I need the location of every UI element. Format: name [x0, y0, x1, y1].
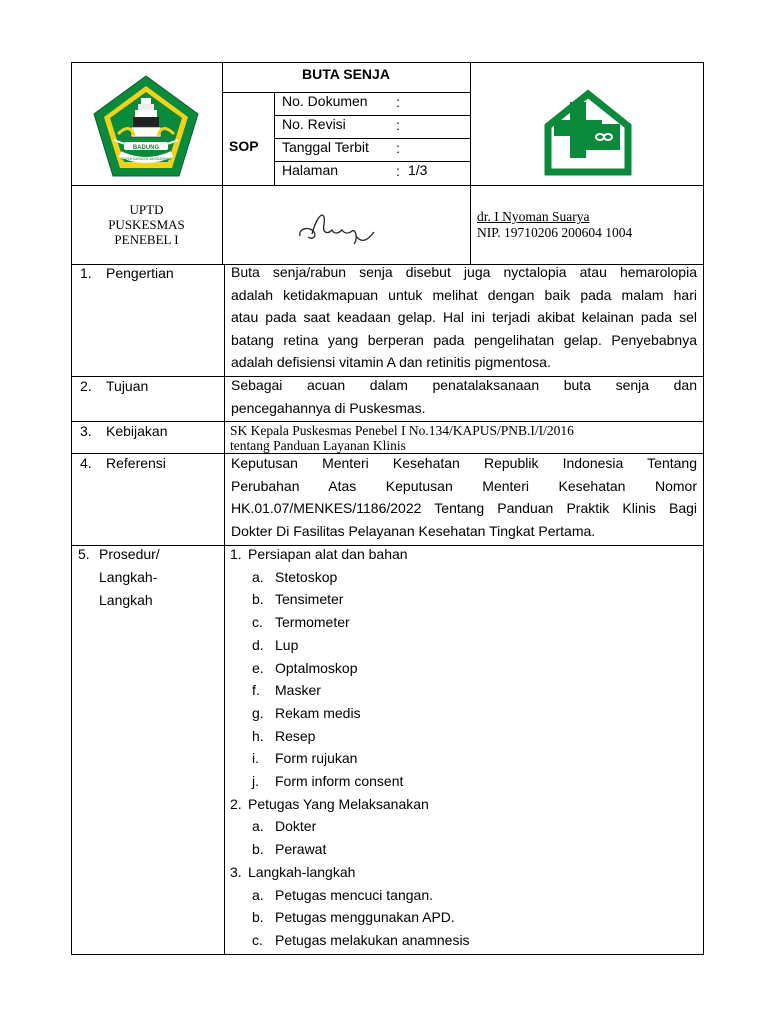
unit-line: PENEBEL I	[114, 232, 179, 247]
list-item: Petugas menggunakan APD.	[275, 909, 455, 926]
list-marker: h.	[252, 727, 264, 744]
text-line: adalah ketidakmapuan untuk melihat dengan baik pada malam hari	[231, 286, 697, 303]
section-number: 4.	[80, 455, 92, 471]
logo-motto: CURA SASAYA JAGADHITA	[120, 156, 172, 161]
doc-field-sep: :	[396, 94, 400, 110]
section-label: Prosedur/	[99, 546, 160, 562]
section-label: Kebijakan	[106, 423, 168, 439]
sop-label: SOP	[229, 138, 259, 154]
unit-line: PUSKESMAS	[108, 217, 185, 232]
signature	[282, 204, 412, 250]
section-number: 3.	[80, 423, 92, 439]
divider	[224, 264, 225, 955]
doc-field-label: No. Revisi	[282, 116, 346, 132]
document-title: BUTA SENJA	[302, 66, 390, 82]
list-marker: j.	[252, 773, 259, 789]
list-item: Petugas mencuci tangan.	[275, 886, 433, 903]
list-marker: b.	[252, 591, 264, 608]
list-marker: f.	[252, 682, 260, 699]
section-number: 2.	[80, 378, 92, 394]
text-line: Keputusan Menteri Kesehatan Republik Indonesia Tentang	[231, 455, 697, 471]
section-text: tentang Panduan Layanan Klinis	[230, 438, 406, 453]
list-marker: a.	[252, 568, 264, 585]
list-item: Perawat	[275, 841, 327, 858]
section-text	[231, 374, 697, 419]
list-item: Stetoskop	[275, 568, 338, 585]
list-marker: d.	[252, 636, 264, 653]
list-marker: g.	[252, 704, 264, 721]
section-text	[231, 452, 697, 542]
logo-text: BADUNG	[132, 145, 160, 151]
doc-field-label: No. Dokumen	[282, 93, 368, 109]
list-marker: b.	[252, 909, 264, 926]
section-text	[231, 261, 697, 374]
text-line: Buta senja/rabun senja disebut juga nyctalopia atau hemarolopia	[231, 264, 697, 280]
text-line: atau pada saat keadaan gelap. Hal ini terjadi akibat kelainan pada sel	[231, 309, 697, 325]
doc-field-sep: :	[396, 140, 400, 156]
text-line: batang retina yang berperan pada pengelihatan gelap. Penyebabnya	[231, 331, 697, 348]
list-item: Termometer	[275, 614, 350, 631]
doc-field-label: Tanggal Terbit	[282, 139, 369, 155]
group-number: 3.	[230, 863, 242, 880]
list-item: Optalmoskop	[275, 659, 358, 676]
signer-nip: NIP. 19710206 200604 1004	[477, 225, 633, 240]
group-title: Langkah-langkah	[248, 863, 356, 880]
text-line: pencegahannya di Puskesmas.	[231, 399, 426, 416]
list-item: Dokter	[275, 818, 317, 835]
doc-field-sep: :	[396, 163, 400, 179]
group-number: 1.	[230, 546, 242, 562]
section-number: 5.	[78, 546, 90, 562]
section-label: Tujuan	[106, 378, 149, 394]
doc-field-sep: :	[396, 117, 400, 133]
list-marker: c.	[252, 614, 263, 631]
list-item: Resep	[275, 727, 316, 744]
section-label: Langkah	[99, 592, 153, 608]
list-marker: i.	[252, 750, 259, 767]
kabupaten-badung-logo	[90, 74, 202, 178]
text-line: Sebagai acuan dalam penatalaksanaan buta senja dan	[231, 377, 697, 393]
section-label: Pengertian	[106, 265, 174, 281]
group-title: Petugas Yang Melaksanakan	[248, 795, 429, 812]
list-marker: a.	[252, 818, 264, 835]
list-item: Form inform consent	[275, 773, 404, 789]
puskesmas-logo	[534, 86, 642, 180]
list-marker: c.	[252, 931, 263, 948]
text-line: adalah defisiensi vitamin A dan retinitis pigmentosa.	[231, 354, 551, 370]
group-number: 2.	[230, 795, 242, 812]
list-item: Form rujukan	[275, 750, 358, 767]
divider	[470, 62, 471, 264]
list-item: Rekam medis	[275, 704, 361, 721]
section-text: SK Kepala Puskesmas Penebel I No.134/KAPUS/PNB.I/I/2016	[230, 423, 574, 438]
list-marker: e.	[252, 659, 264, 676]
section-number: 1.	[80, 265, 92, 281]
section-label: Referensi	[106, 455, 166, 471]
doc-field-value: 1/3	[408, 162, 428, 178]
list-item: Petugas melakukan anamnesis	[275, 931, 470, 948]
text-line: Perubahan Atas Keputusan Menteri Kesehatan Nomor	[231, 477, 697, 494]
text-line: HK.01.07/MENKES/1186/2022 Tentang Panduan Praktik Klinis Bagi	[231, 500, 697, 516]
unit-line: UPTD	[129, 202, 164, 217]
group-title: Persiapan alat dan bahan	[248, 546, 408, 562]
list-marker: a.	[252, 886, 264, 903]
section-label: Langkah-	[99, 569, 158, 585]
list-item: Masker	[275, 682, 321, 699]
list-item: Lup	[275, 636, 299, 653]
list-item: Tensimeter	[275, 591, 344, 608]
doc-field-label: Halaman	[282, 162, 339, 178]
divider	[71, 185, 704, 186]
signer-name: dr. I Nyoman Suarya	[477, 209, 590, 224]
list-marker: b.	[252, 841, 264, 858]
text-line: Dokter Di Fasilitas Pelayanan Kesehatan Tingkat Pertama.	[231, 522, 596, 539]
